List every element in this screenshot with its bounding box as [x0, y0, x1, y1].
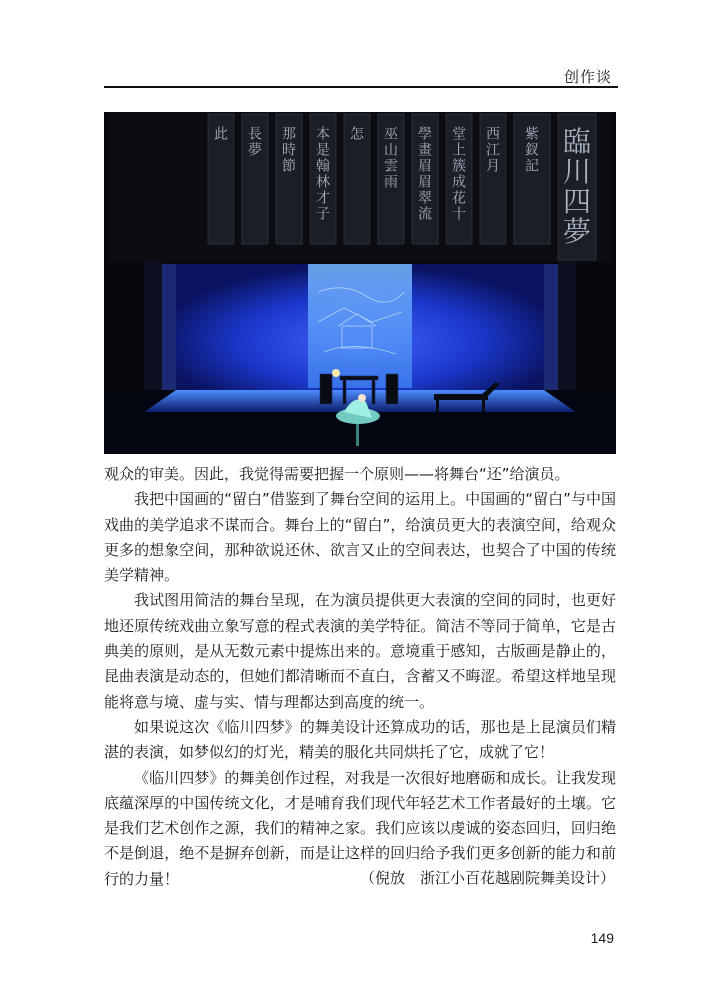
banner-text: 此	[214, 126, 228, 143]
banner-text: 那時節	[282, 126, 296, 175]
banner-text: 巫山雲雨	[384, 126, 398, 191]
section-label: 创作谈	[563, 68, 612, 86]
banner-text: 學畫眉眉翠流	[418, 126, 432, 223]
banner-text: 怎	[350, 126, 364, 143]
paragraph: 《临川四梦》的舞美创作过程，对我是一次很好地磨砺和成长。让我发现底蕴深厚的中国传统文化，才是哺育我们现代年轻艺术工作者最好的土壤。它是我们艺术创作之源，我们的精神之家。我们应该以虔诚的姿态回归，回归绝不是倒退，绝不是摒弃创新，而是让这样的回归给予我们更多创新的能力和前行的力量！	[104, 768, 616, 888]
stage-photo-illustration	[104, 112, 616, 454]
paragraph: 观众的审美。因此，我觉得需要把握一个原则——将舞台“还”给演员。	[104, 465, 570, 483]
page-number: 149	[590, 930, 614, 946]
paragraph: 我试图用简洁的舞台呈现，在为演员提供更大表演的空间的同时，也更好地还原传统戏曲立象写意的程式表演的美学特征。简洁不等同于简单，它是古典美的原则，是从无数元素中提炼出来的。意境重于感知，古版画是静止的，昆曲表演是动态的，但她们都清晰而不直白，含蓄又不晦涩。希望这样地呈现能将意与境、虚与实、情与理都达到高度的统一。	[104, 591, 616, 711]
article-body	[104, 462, 616, 892]
header-rule	[104, 86, 618, 88]
banner-text: 本是翰林才子	[316, 126, 330, 223]
banner-text: 臨川四夢	[562, 125, 592, 249]
stage-photo	[104, 112, 616, 454]
banner-text: 堂上簇成花十	[452, 126, 466, 223]
banner-text: 西江月	[486, 126, 500, 175]
banner-text: 紫釵記	[525, 126, 539, 175]
banner-text: 長夢	[248, 126, 262, 159]
paragraph: 我把中国画的“留白”借鉴到了舞台空间的运用上。中国画的“留白”与中国戏曲的美学追求不谋而合。舞台上的“留白”，给演员更大的表演空间，给观众更多的想象空间，那种欲说还休、欲言又止的空间表达，也契合了中国的传统美学精神。	[104, 490, 616, 585]
author-signature: （倪放 浙江小百花越剧院舞美设计）	[360, 869, 616, 887]
banner-panels	[208, 114, 596, 260]
paragraph: 如果说这次《临川四梦》的舞美设计还算成功的话，那也是上昆演员们精湛的表演，如梦似幻的灯光，精美的服化共同烘托了它，成就了它！	[104, 717, 616, 762]
